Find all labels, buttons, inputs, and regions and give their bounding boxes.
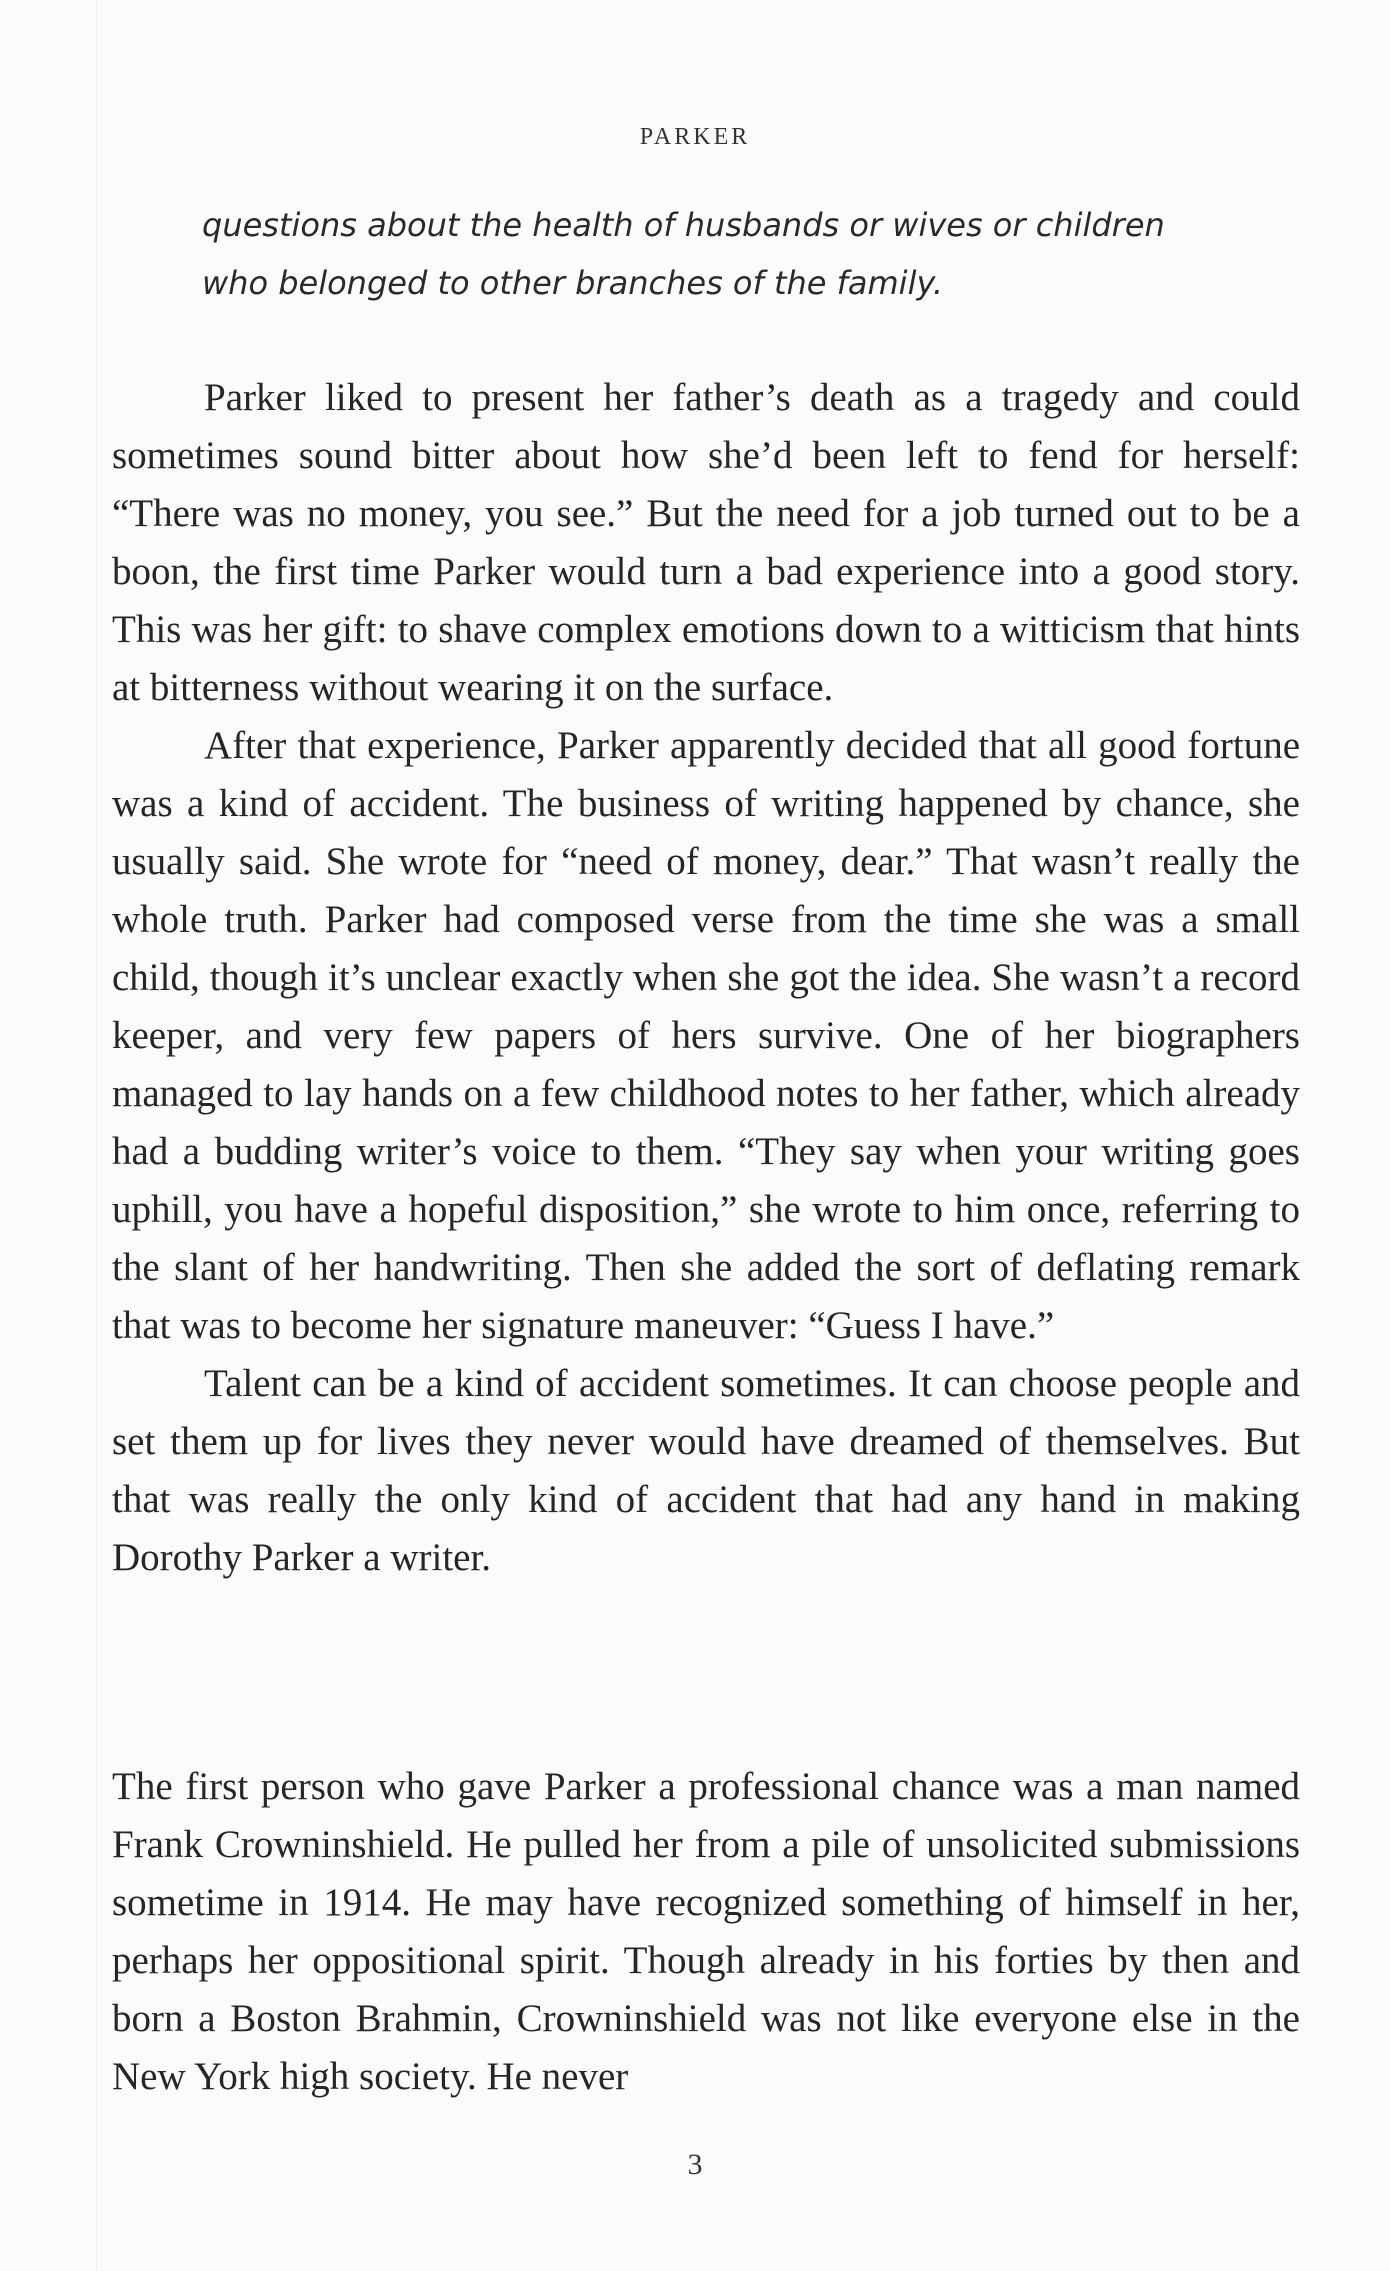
section-two-text	[112, 1758, 1300, 2106]
page-number: 3	[687, 2148, 703, 2181]
block-quote: questions about the health of husbands or wives or children who belonged to other branches of the family.	[202, 206, 1165, 302]
paragraph: Talent can be a kind of accident sometimes. It can choose people and set them up for lives they never would have dreamed of themselves. But that was really the only kind of accident that had any hand in making Dorothy Parker a writer.	[112, 1362, 1300, 1579]
paragraph: The first person who gave Parker a professional chance was a man named Frank Crowninshield. He pulled her from a pile of unsolicited submissions sometime in 1914. He may have recognized something of himself in her, perhaps her oppositional spirit. Though already in his forties by then and born a Boston Brahmin, Crowninshield was not like everyone else in the New York high society. He never	[112, 1765, 1300, 2098]
page-gutter-shadow	[96, 0, 97, 2271]
section-one-text	[112, 369, 1300, 1587]
paragraph: After that experience, Parker apparently decided that all good fortune was a kind of accident. The business of writing happened by chance, she usually said. She wrote for “need of money, dear.” That wasn’t really the whole truth. Parker had composed verse from the time she was a small child, though it’s unclear exactly when she got the idea. She wasn’t a record keeper, and very few papers of hers survive. One of her biographers managed to lay hands on a few childhood notes to her father, which already had a budding writer’s voice to them. “They say when your writing goes uphill, you have a hopeful disposition,” she wrote to him once, referring to the slant of her handwriting. Then she added the sort of deflating remark that was to become her signature maneuver: “Guess I have.”	[112, 724, 1300, 1347]
running-head: PARKER	[639, 124, 751, 150]
paragraph: Parker liked to present her father’s death as a tragedy and could sometimes sound bitter about how she’d been left to fend for herself: “There was no money, you see.” But the need for a job turned out to be a boon, the first time Parker would turn a bad experience into a good story. This was her gift: to shave complex emotions down to a witticism that hints at bitterness without wearing it on the surface.	[112, 376, 1300, 709]
